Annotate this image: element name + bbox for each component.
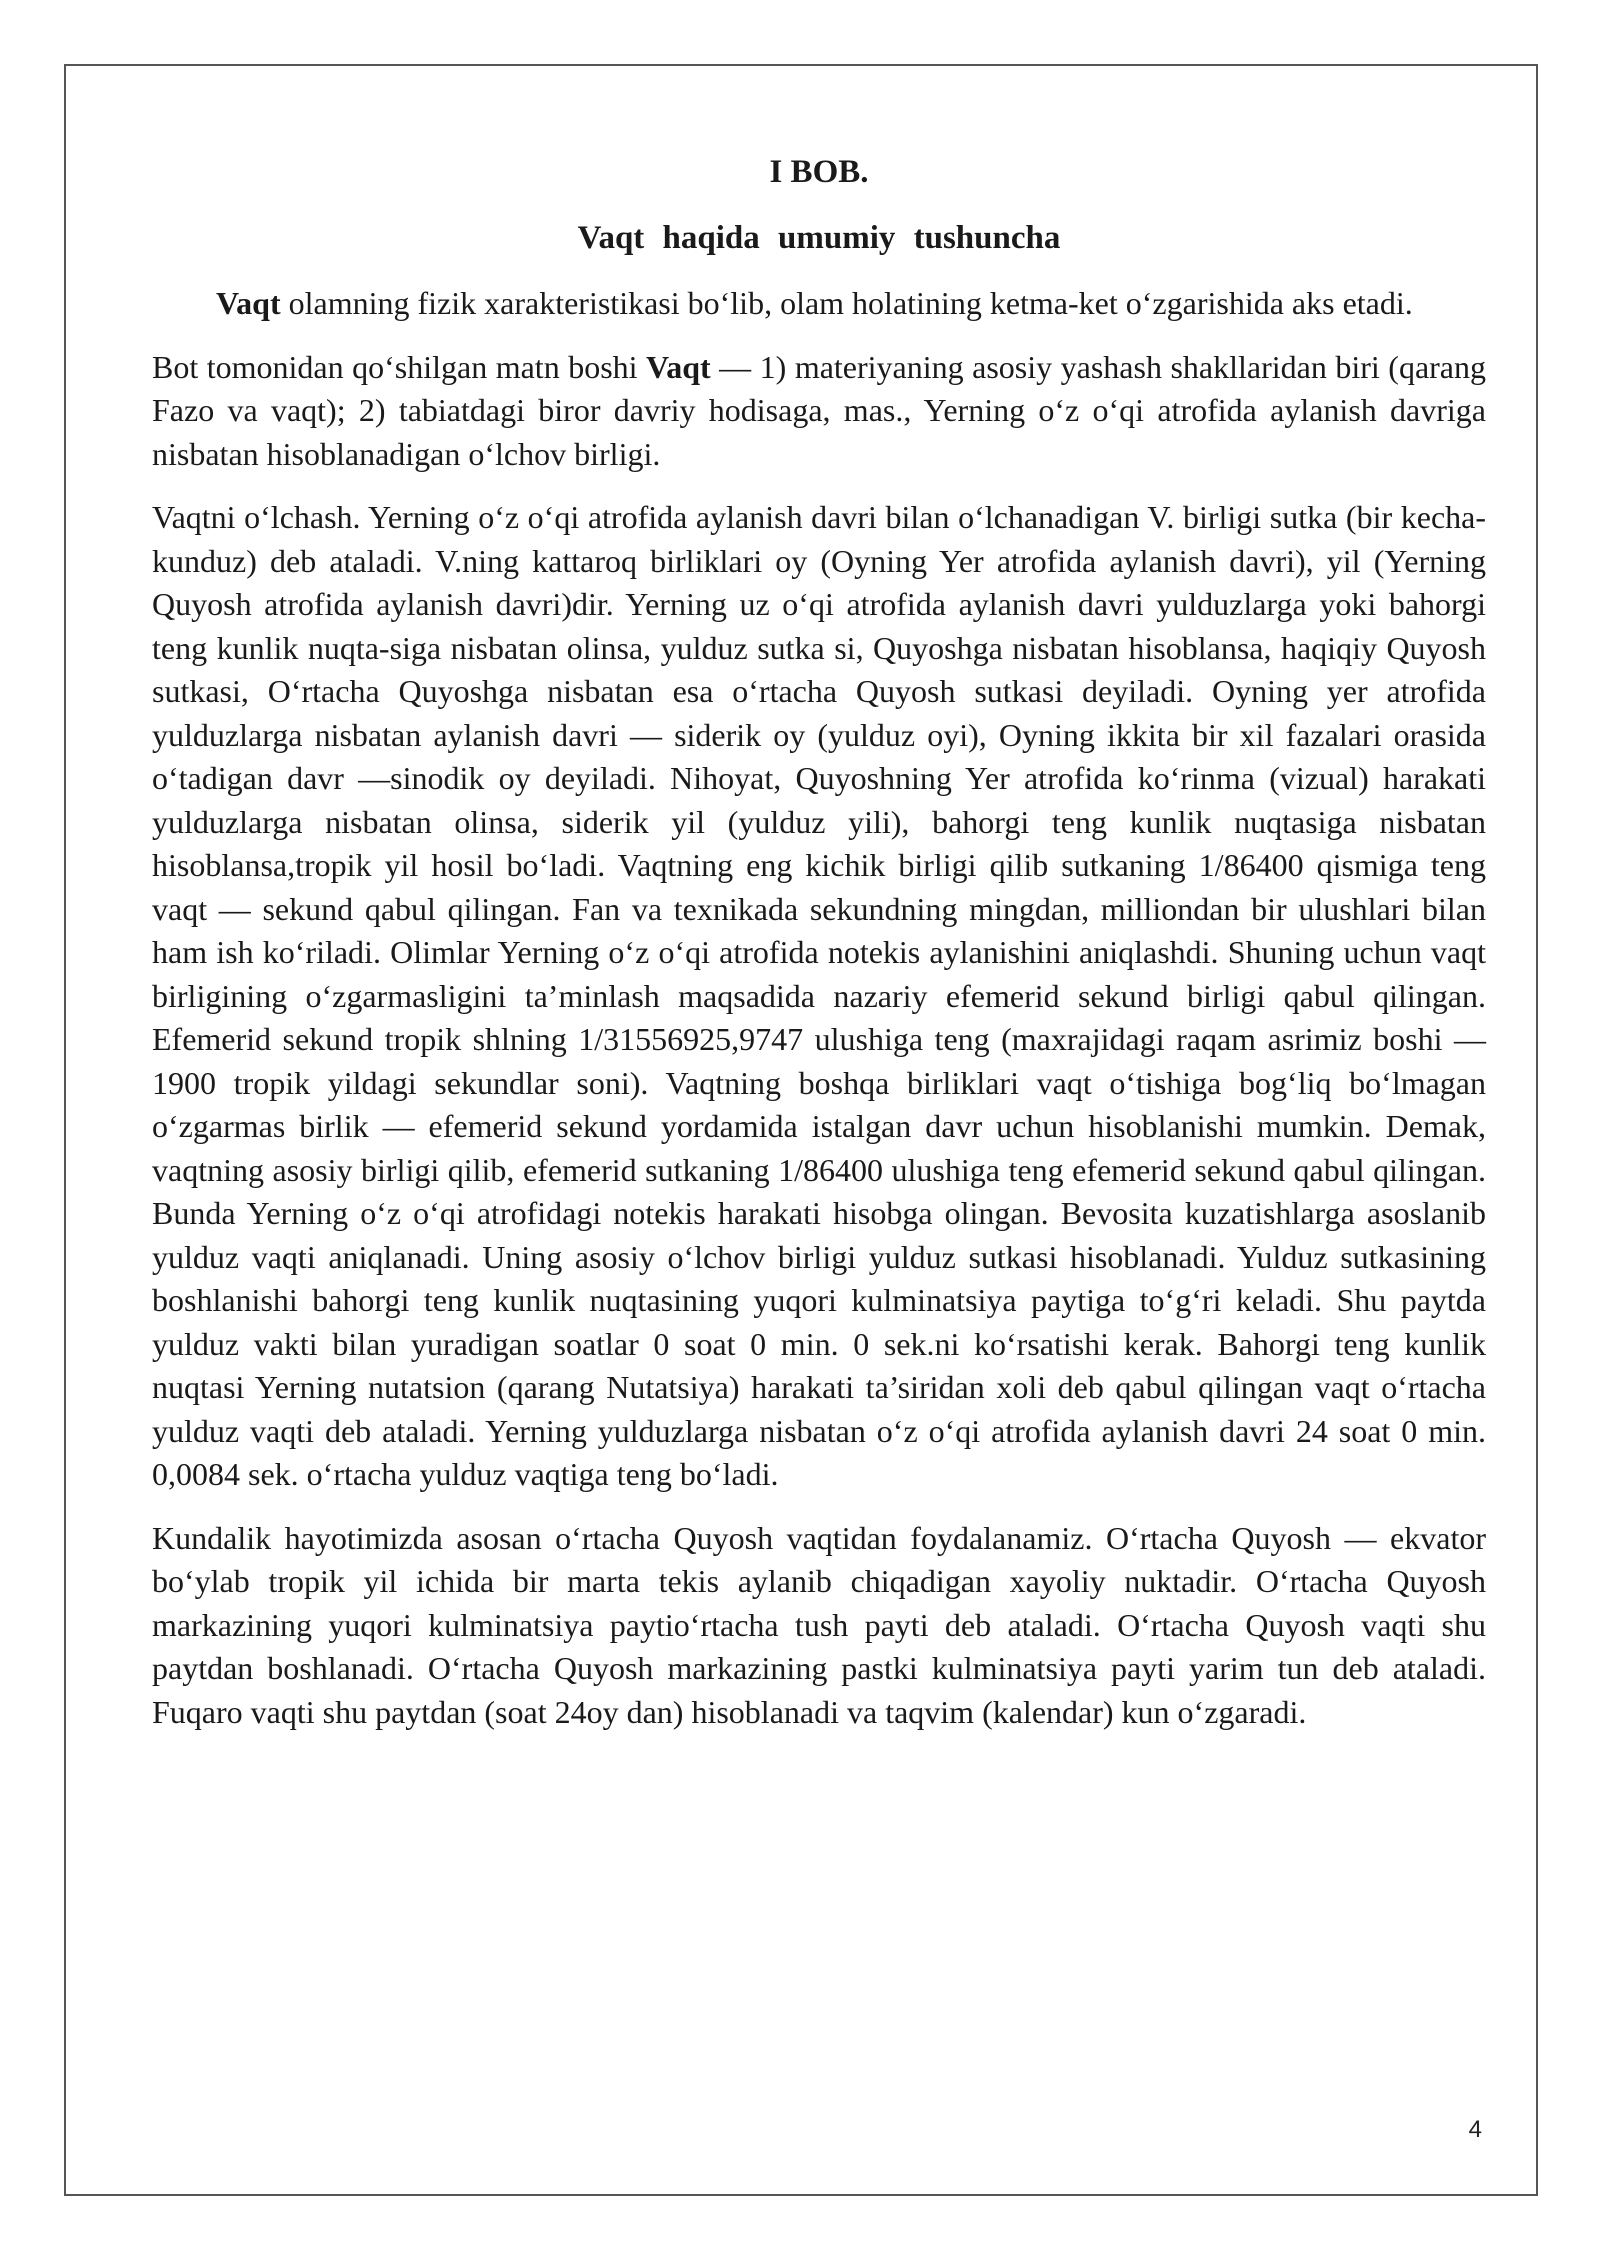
document-body [152, 150, 1486, 1754]
paragraph-bot-note [152, 346, 1486, 477]
term-vaqt-2: Vaqt [646, 348, 711, 385]
term-vaqt: Vaqt [216, 285, 281, 321]
paragraph-definition [152, 282, 1486, 326]
paragraph-definition-text: olamning fizik xarakteristikasi bo‘lib, olam holatining ketma-ket o‘zgarishida aks etadi. [280, 285, 1413, 321]
paragraph-measuring-time: Vaqtni o‘lchash. Yerning o‘z o‘qi atrofida aylanish davri bilan o‘lchanadigan V. birligi sutka (bir kecha-kunduz) deb ataladi. V.ning kattaroq birliklari oy (Oyning Yer atrofida aylanish davri), yil (Yerning Quyosh atrofida aylanish davri)dir. Yerning uz o‘qi atrofida aylanish davri yulduzlarga yoki bahorgi teng kunlik nuqta-siga nisbatan olinsa, yulduz sutka si, Quyoshga nisbatan hisoblansa, haqiqiy Quyosh sutkasi, O‘rtacha Quyoshga nisbatan esa o‘rtacha Quyosh sutkasi deyiladi. Oyning yer atrofida yulduzlarga nisbatan aylanish davri — siderik oy (yulduz oyi), Oyning ikkita bir xil fazalari orasida o‘tadigan davr —sinodik oy deyiladi. Nihoyat, Quyoshning Yer atrofida ko‘rinma (vizual) harakati yulduzlarga nisbatan olinsa, siderik yil (yulduz yili), bahorgi teng kunlik nuqtasiga nisbatan hisoblansa,tropik yil hosil bo‘ladi. Vaqtning eng kichik birligi qilib sutkaning 1/86400 qismiga teng vaqt — sekund qabul qilingan. Fan va texnikada sekundning mingdan, milliondan bir ulushlari bilan ham ish ko‘riladi. Olimlar Yerning o‘z o‘qi atrofida notekis aylanishini aniqlashdi. Shuning uchun vaqt birligining o‘zgarmasligini ta’minlash maqsadida nazariy efemerid sekund birligi qabul qilingan. Efemerid sekund tropik shlning 1/31556925,9747 ulushiga teng (maxrajidagi raqam asrimiz boshi — 1900 tropik yildagi sekundlar soni). Vaqtning boshqa birliklari vaqt o‘tishiga bog‘liq bo‘lmagan o‘zgarmas birlik — efemerid sekund yordamida istalgan davr uchun hisoblanishi mumkin. Demak, vaqtning asosiy birligi qilib, efemerid sutkaning 1/86400 ulushiga teng efemerid sekund qabul qilingan. Bunda Yerning o‘z o‘qi atrofidagi notekis harakati hisobga olingan. Bevosita kuzatishlarga asoslanib yulduz vaqti aniqlanadi. Uning asosiy o‘lchov birligi yulduz sutkasi hisoblanadi. Yulduz sutkasining boshlanishi bahorgi teng kunlik nuqtasining yuqori kulminatsiya paytiga to‘g‘ri keladi. Shu paytda yulduz vakti bilan yuradigan soatlar 0 soat 0 min. 0 sek.ni ko‘rsatishi kerak. Bahorgi teng kunlik nuqtasi Yerning nutatsion (qarang Nutatsiya) harakati ta’siridan xoli deb qabul qilingan vaqt o‘rtacha yulduz vaqti deb ataladi. Yerning yulduzlarga nisbatan o‘z o‘qi atrofida aylanish davri 24 soat 0 min. 0,0084 sek. o‘rtacha yulduz vaqtiga teng bo‘ladi. [152, 499, 1486, 1492]
page-number: 4 [1468, 2116, 1482, 2143]
paragraph-solar-time: Kundalik hayotimizda asosan o‘rtacha Quyosh vaqtidan foydalanamiz. O‘rtacha Quyosh — ekvator bo‘ylab tropik yil ichida bir marta tekis aylanib chiqadigan xayoliy nuktadir. O‘rtacha Quyosh markazining yuqori kulminatsiya paytio‘rtacha tush payti deb ataladi. O‘rtacha Quyosh vaqti shu paytdan boshlanadi. O‘rtacha Quyosh markazining pastki kulminatsiya payti yarim tun deb ataladi. Fuqaro vaqti shu paytdan (soat 24oy dan) hisoblanadi va taqvim (kalendar) kun o‘zgaradi. [152, 1519, 1486, 1730]
bot-note-text: — 1) materiyaning asosiy yashash shakllaridan biri (qarang Fazo va vaqt); 2) tabiatdagi biror davriy hodisaga, mas., Yerning o‘z o‘qi atrofida aylanish davriga nisbatan hisoblanadigan o‘lchov birligi. [152, 348, 1486, 472]
section-title: Vaqt haqida umumiy tushuncha [577, 220, 1061, 256]
bot-note-prefix: Bot tomonidan qo‘shilgan matn boshi [152, 348, 647, 385]
chapter-heading: I BOB. [769, 154, 869, 190]
